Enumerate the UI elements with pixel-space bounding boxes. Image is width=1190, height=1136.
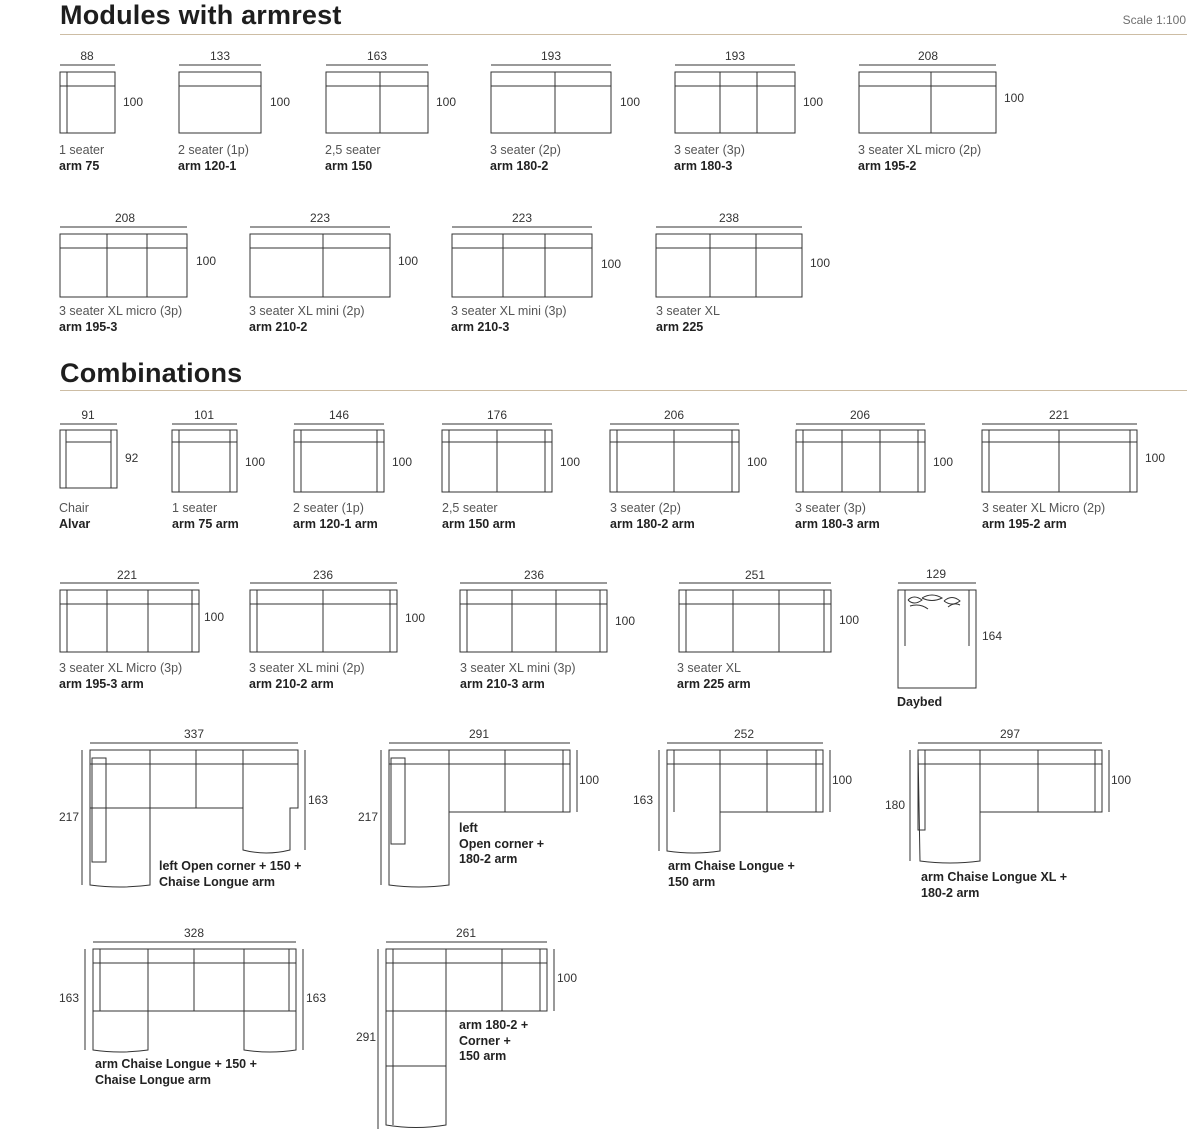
module-drawing <box>675 65 795 133</box>
depth-dimension: 180 <box>885 798 906 812</box>
width-dimension: 238 <box>718 211 740 225</box>
combination-drawing <box>610 424 739 492</box>
combination-drawing <box>60 583 199 652</box>
width-dimension: 91 <box>81 408 95 422</box>
module-drawing <box>326 65 428 133</box>
width-dimension: 101 <box>193 408 215 422</box>
depth-dimension: 163 <box>633 793 654 807</box>
depth-dimension: 100 <box>1111 773 1132 787</box>
width-dimension: 146 <box>328 408 350 422</box>
module-caption: 2 seater (1p) arm 120-1 <box>178 143 249 173</box>
width-dimension: 328 <box>183 926 205 940</box>
composition-label: arm 180-2 + Corner + 150 arm <box>459 1018 529 1063</box>
depth-dimension: 100 <box>123 95 144 109</box>
module-drawing <box>656 227 802 297</box>
depth-dimension: 100 <box>557 971 578 985</box>
width-dimension: 252 <box>733 727 755 741</box>
module-caption: 3 seater (3p) arm 180-3 <box>674 143 745 173</box>
combination-drawing <box>294 424 384 492</box>
width-dimension: 176 <box>486 408 508 422</box>
width-dimension: 88 <box>80 49 94 63</box>
combination-drawing <box>60 424 117 488</box>
combination-drawing <box>679 583 831 652</box>
depth-dimension: 163 <box>306 991 327 1005</box>
depth-dimension: 92 <box>125 451 139 465</box>
depth-dimension: 163 <box>59 991 80 1005</box>
composition-label: left Open corner + 180-2 arm <box>459 821 545 866</box>
depth-dimension: 100 <box>245 455 266 469</box>
module-drawing <box>859 65 996 133</box>
depth-dimension: 100 <box>1145 451 1166 465</box>
width-dimension: 223 <box>309 211 331 225</box>
width-dimension: 193 <box>540 49 562 63</box>
combination-drawing <box>442 424 552 492</box>
combination-drawing <box>172 424 237 492</box>
daybed-drawing <box>898 583 976 688</box>
width-dimension: 208 <box>114 211 136 225</box>
module-drawing <box>179 65 261 133</box>
depth-dimension: 100 <box>933 455 954 469</box>
width-dimension: 193 <box>724 49 746 63</box>
width-dimension: 133 <box>209 49 231 63</box>
depth-dimension: 100 <box>615 614 636 628</box>
combination-caption: 1 seater arm 75 arm <box>172 501 239 531</box>
section-title-combinations: Combinations <box>60 358 243 388</box>
depth-dimension: 217 <box>59 810 80 824</box>
depth-dimension: 100 <box>832 773 853 787</box>
width-dimension: 297 <box>999 727 1021 741</box>
depth-dimension: 100 <box>839 613 860 627</box>
depth-dimension: 100 <box>579 773 600 787</box>
width-dimension: 206 <box>849 408 871 422</box>
combination-drawing <box>460 583 607 652</box>
width-dimension: 221 <box>116 568 138 582</box>
combination-caption: 3 seater XL Micro (3p) arm 195-3 arm <box>59 661 183 691</box>
width-dimension: 206 <box>663 408 685 422</box>
width-dimension: 208 <box>917 49 939 63</box>
module-drawing <box>250 227 390 297</box>
depth-dimension: 217 <box>358 810 379 824</box>
composition-label: arm Chaise Longue + 150 + Chaise Longue arm <box>95 1057 257 1087</box>
module-drawing <box>491 65 611 133</box>
combination-caption: 2,5 seater arm 150 arm <box>442 501 516 531</box>
module-caption: 3 seater XL micro (3p) arm 195-3 <box>59 304 183 334</box>
width-dimension: 337 <box>183 727 205 741</box>
depth-dimension: 100 <box>398 254 419 268</box>
module-caption: 3 seater XL micro (2p) arm 195-2 <box>858 143 982 173</box>
width-dimension: 163 <box>366 49 388 63</box>
module-caption: 3 seater XL arm 225 <box>656 304 720 334</box>
width-dimension: 223 <box>511 211 533 225</box>
depth-dimension: 163 <box>308 793 329 807</box>
composition-label: left Open corner + 150 + Chaise Longue arm <box>159 859 302 889</box>
depth-dimension: 291 <box>356 1030 377 1044</box>
width-dimension: 221 <box>1048 408 1070 422</box>
combination-drawing <box>982 424 1137 492</box>
module-caption: 3 seater XL mini (3p) arm 210-3 <box>451 304 567 334</box>
depth-dimension: 100 <box>270 95 291 109</box>
composition-label: arm Chaise Longue XL + 180-2 arm <box>921 870 1067 900</box>
width-dimension: 261 <box>455 926 477 940</box>
depth-dimension: 100 <box>601 257 622 271</box>
scale-label: Scale 1:100 <box>1122 13 1186 27</box>
depth-dimension: 100 <box>436 95 457 109</box>
module-caption: 3 seater (2p) arm 180-2 <box>490 143 561 173</box>
module-caption: 3 seater XL mini (2p) arm 210-2 <box>249 304 365 334</box>
combination-caption: 3 seater XL Micro (2p) arm 195-2 arm <box>982 501 1106 531</box>
depth-dimension: 100 <box>1004 91 1025 105</box>
combination-caption: 3 seater (3p) arm 180-3 arm <box>795 501 880 531</box>
width-dimension: 291 <box>468 727 490 741</box>
page-title: Modules with armrest <box>60 0 342 30</box>
combination-caption: Daybed <box>897 695 943 709</box>
combination-caption: Chair Alvar <box>59 501 91 531</box>
module-caption: 1 seater arm 75 <box>59 143 105 173</box>
module-drawing <box>60 227 187 297</box>
combination-caption: 3 seater XL mini (2p) arm 210-2 arm <box>249 661 365 691</box>
composition-drawing <box>85 942 303 1052</box>
combination-caption: 3 seater XL arm 225 arm <box>677 661 751 691</box>
module-drawing <box>60 65 115 133</box>
combination-caption: 3 seater (2p) arm 180-2 arm <box>610 501 695 531</box>
combination-drawing <box>250 583 397 652</box>
depth-dimension: 100 <box>810 256 831 270</box>
width-dimension: 236 <box>312 568 334 582</box>
depth-dimension: 100 <box>196 254 217 268</box>
depth-dimension: 100 <box>405 611 426 625</box>
depth-dimension: 164 <box>982 629 1003 643</box>
depth-dimension: 100 <box>204 610 225 624</box>
width-dimension: 236 <box>523 568 545 582</box>
depth-dimension: 100 <box>560 455 581 469</box>
composition-label: arm Chaise Longue + 150 arm <box>668 859 795 889</box>
width-dimension: 251 <box>744 568 766 582</box>
depth-dimension: 100 <box>747 455 768 469</box>
module-caption: 2,5 seater arm 150 <box>325 143 381 173</box>
composition-drawing <box>659 743 830 853</box>
combination-caption: 3 seater XL mini (3p) arm 210-3 arm <box>460 661 576 691</box>
combination-drawing <box>796 424 925 492</box>
module-drawing <box>452 227 592 297</box>
depth-dimension: 100 <box>803 95 824 109</box>
depth-dimension: 100 <box>392 455 413 469</box>
width-dimension: 129 <box>925 567 947 581</box>
composition-drawing <box>910 743 1109 863</box>
combination-caption: 2 seater (1p) arm 120-1 arm <box>293 501 378 531</box>
depth-dimension: 100 <box>620 95 641 109</box>
